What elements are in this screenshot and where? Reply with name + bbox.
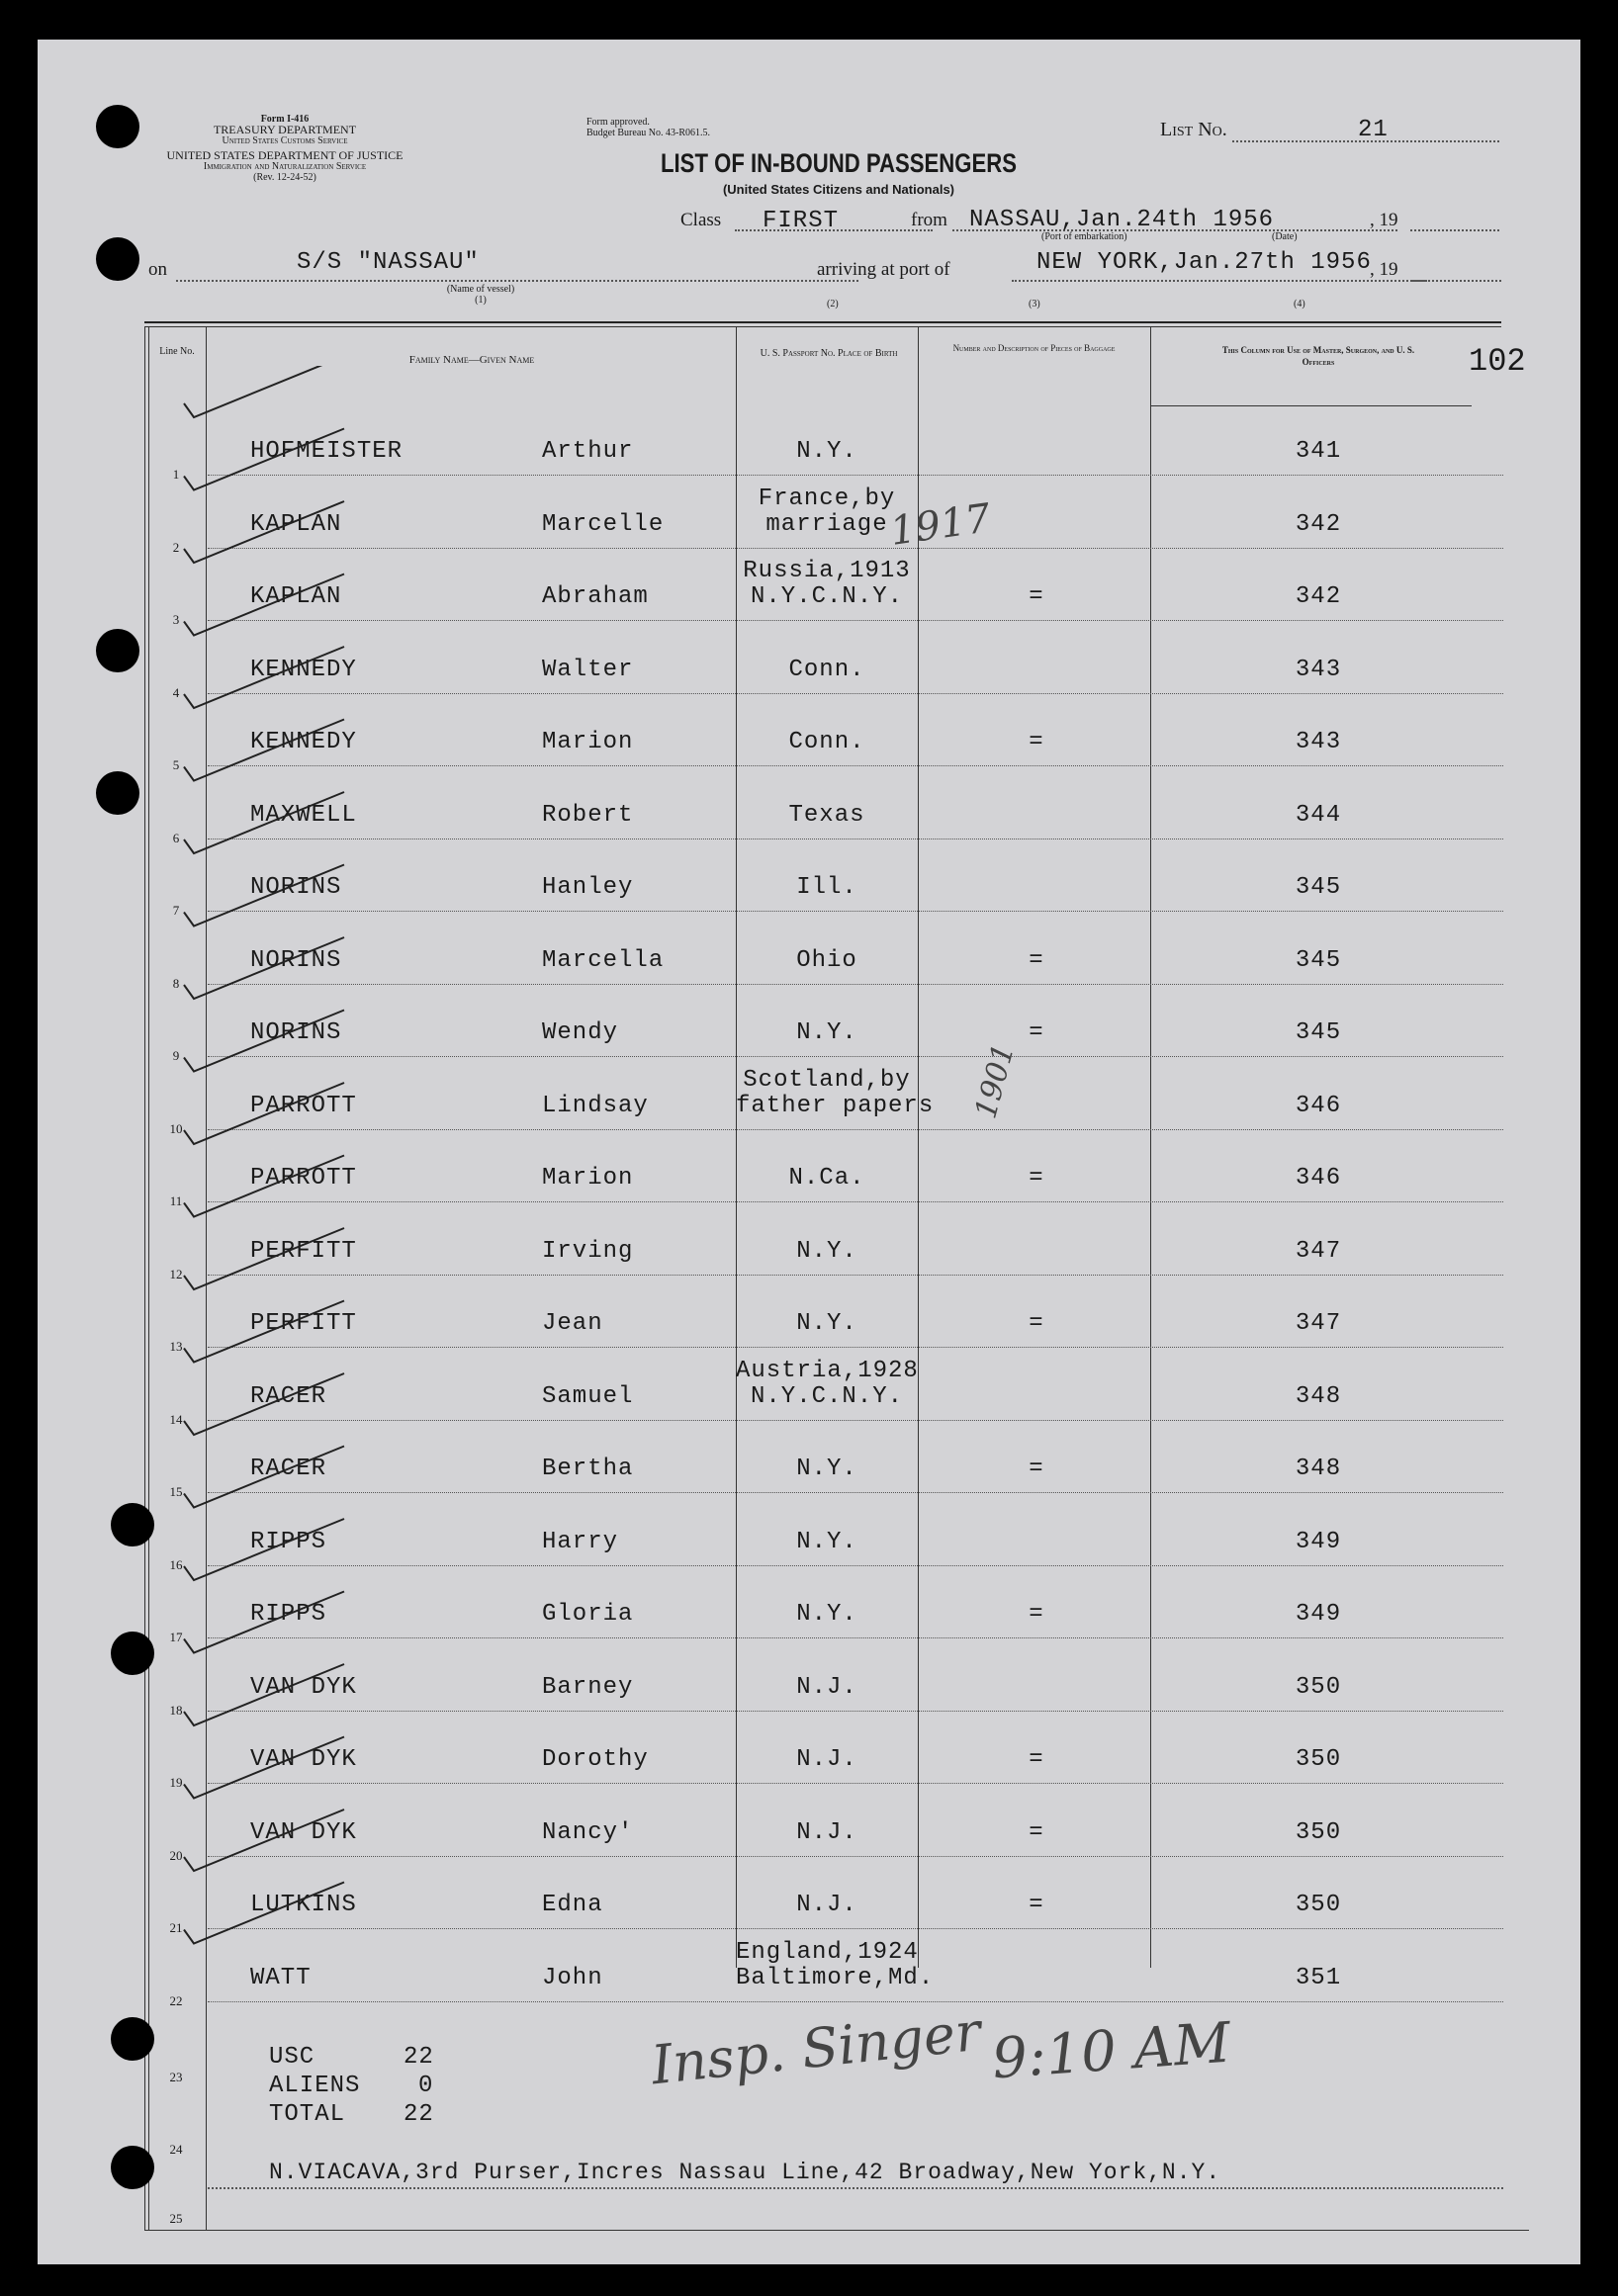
- total-value: 22: [404, 2101, 434, 2128]
- checkmark: [184, 574, 344, 636]
- given-name: Hanley: [542, 874, 634, 901]
- birth-place-line-2: N.Y.: [796, 1237, 857, 1265]
- given-name: Marcella: [542, 946, 665, 974]
- punch-hole: [111, 1632, 154, 1675]
- caption-4: (4): [1294, 299, 1305, 309]
- caption-2: (2): [827, 299, 839, 309]
- line-number: 17: [169, 1630, 183, 1644]
- punch-hole: [96, 237, 139, 281]
- handwritten-time: 9:10 AM: [990, 2010, 1233, 2092]
- given-name: Dorothy: [542, 1746, 649, 1773]
- line-number-25: 25: [169, 2211, 183, 2226]
- checkmark: [184, 1083, 344, 1144]
- family-name: NORINS: [250, 874, 342, 901]
- given-name: Irving: [542, 1237, 634, 1265]
- given-name: Robert: [542, 801, 634, 829]
- inspector-signature: Insp. Singer: [648, 1999, 984, 2097]
- officer-number: 345: [1295, 1019, 1342, 1046]
- officer-number: 350: [1295, 1892, 1342, 1918]
- birth-place-line-2: Ohio: [796, 946, 857, 974]
- punch-hole: [111, 2017, 154, 2061]
- line-number: 4: [172, 684, 180, 700]
- checkmark: [184, 366, 344, 417]
- aliens-value: 0: [418, 2073, 434, 2099]
- given-name: Harry: [542, 1528, 619, 1555]
- col-officers: This Column for Use of Master, Surgeon, and U. S. Officers: [1221, 345, 1415, 367]
- officer-number: 345: [1295, 946, 1342, 974]
- justice-dept: UNITED STATES DEPARTMENT OF JUSTICE: [166, 148, 404, 162]
- col-name: Family Name—Given Name: [408, 354, 535, 366]
- from-value: NASSAU,Jan.24th 1956: [969, 207, 1275, 233]
- officer-number: 350: [1295, 1673, 1342, 1701]
- given-name: Samuel: [542, 1382, 634, 1410]
- line-number: 3: [172, 612, 180, 627]
- on-label: on: [148, 259, 167, 280]
- family-name: KENNEDY: [250, 729, 357, 755]
- officer-number: 348: [1295, 1456, 1342, 1482]
- officer-number: 346: [1295, 1092, 1342, 1119]
- baggage-ditto: =: [1029, 1746, 1044, 1773]
- family-name: WATT: [250, 1964, 312, 1991]
- birth-place-line-1: Scotland,by: [743, 1066, 911, 1094]
- purser-line: N.VIACAVA,3rd Purser,Incres Nassau Line,42 Broadway,New York,N.Y.: [269, 2160, 1221, 2185]
- birth-place-line-1: Austria,1928: [736, 1357, 919, 1384]
- list-no-value: 21: [1358, 117, 1389, 143]
- revision-date: (Rev. 12-24-52): [253, 172, 316, 183]
- line-number: 21: [169, 1920, 183, 1935]
- officer-number: 343: [1295, 729, 1342, 755]
- ins-service: Immigration and Naturalization Service: [203, 161, 367, 172]
- baggage-ditto: =: [1029, 1818, 1044, 1846]
- family-name: RIPPS: [250, 1601, 327, 1628]
- line-number: 11: [169, 1193, 183, 1208]
- family-name: VAN DYK: [250, 1746, 357, 1773]
- checkmark: [184, 1592, 344, 1653]
- given-name: Lindsay: [542, 1092, 649, 1119]
- birth-place-line-2: marriage: [765, 510, 888, 538]
- family-name: KAPLAN: [250, 583, 342, 610]
- given-name: John: [542, 1964, 603, 1991]
- line-number: 14: [169, 1411, 183, 1427]
- given-name: Edna: [542, 1892, 603, 1918]
- birth-place-line-2: N.Ca.: [788, 1165, 865, 1192]
- given-name: Marion: [542, 1165, 634, 1192]
- page-subtitle: (United States Citizens and Nationals): [722, 182, 955, 197]
- punch-hole: [96, 629, 139, 672]
- budget-bureau-text: Budget Bureau No. 43-R061.5.: [586, 128, 710, 138]
- family-name: RACER: [250, 1456, 327, 1482]
- checkmark: [184, 1373, 344, 1435]
- checkmark: [184, 501, 344, 563]
- officer-number: 350: [1295, 1818, 1342, 1846]
- birth-place-line-2: N.Y.C.N.Y.: [750, 583, 904, 610]
- family-name: KAPLAN: [250, 510, 342, 538]
- birth-place-line-2: N.J.: [796, 1818, 857, 1846]
- family-name: NORINS: [250, 946, 342, 974]
- punch-hole: [96, 771, 139, 815]
- birth-place-line-2: N.Y.: [796, 1310, 857, 1337]
- given-name: Walter: [542, 656, 634, 683]
- birth-place-line-1: Russia,1913: [743, 558, 911, 584]
- birth-place-line-1: England,1924: [736, 1938, 919, 1966]
- caption-3: (3): [1029, 299, 1040, 309]
- line-number: 6: [172, 830, 180, 845]
- officer-number: 349: [1295, 1601, 1342, 1628]
- officer-number: 344: [1295, 801, 1342, 829]
- birth-place-line-2: father papers: [736, 1092, 935, 1119]
- handwritten-year-1917: 1917: [887, 495, 994, 555]
- form-header-left: [136, 114, 433, 183]
- family-name: RACER: [250, 1382, 327, 1410]
- officer-number: 342: [1295, 583, 1342, 610]
- aliens-label: ALIENS: [269, 2073, 361, 2099]
- form-number: Form I-416: [260, 114, 310, 125]
- total-label: TOTAL: [269, 2101, 346, 2128]
- checkmark: [184, 1228, 344, 1289]
- family-name: NORINS: [250, 1019, 342, 1046]
- family-name: PERFITT: [250, 1310, 357, 1337]
- officer-number: 347: [1295, 1310, 1342, 1337]
- family-name: KENNEDY: [250, 656, 357, 683]
- family-name: MAXWELL: [250, 801, 357, 829]
- baggage-ditto: =: [1029, 1310, 1044, 1337]
- checkmark: [184, 1737, 344, 1799]
- given-name: Nancy': [542, 1818, 634, 1846]
- family-name: PARROTT: [250, 1092, 357, 1119]
- birth-place-line-2: N.J.: [796, 1673, 857, 1701]
- given-name: Barney: [542, 1673, 634, 1701]
- birth-place-line-2: Conn.: [788, 656, 865, 683]
- vessel-caption: [431, 284, 530, 306]
- officer-number: 347: [1295, 1237, 1342, 1265]
- officer-number: 343: [1295, 656, 1342, 683]
- birth-place-line-2: N.Y.: [796, 1456, 857, 1482]
- line-number: 16: [169, 1556, 183, 1572]
- list-no-label: List No.: [1160, 119, 1227, 140]
- line-number: 19: [169, 1775, 183, 1790]
- birth-place-line-2: N.Y.: [796, 438, 857, 465]
- class-value: FIRST: [763, 208, 840, 234]
- checkmark: [184, 647, 344, 708]
- checkmark: [184, 1883, 344, 1944]
- checkmark: [184, 720, 344, 781]
- birth-place-line-2: N.Y.: [796, 1601, 857, 1628]
- document-page: [38, 40, 1580, 2264]
- birth-place-line-2: N.J.: [796, 1746, 857, 1773]
- birth-place-line-2: Texas: [788, 801, 865, 829]
- given-name: Marcelle: [542, 510, 665, 538]
- birth-place-line-2: Ill.: [796, 874, 857, 901]
- line-number: 2: [172, 539, 180, 555]
- col-line-no: Line No.: [159, 346, 195, 357]
- baggage-ditto: =: [1029, 946, 1044, 974]
- line-number: 18: [169, 1702, 183, 1718]
- checkmark: [184, 1156, 344, 1217]
- baggage-ditto: =: [1029, 1019, 1044, 1046]
- caption-1: (1): [475, 295, 487, 306]
- officer-number: 351: [1295, 1964, 1342, 1991]
- family-name: RIPPS: [250, 1528, 327, 1555]
- checkmarks-overlay: [176, 366, 394, 2037]
- line-number: 5: [172, 757, 180, 772]
- form-approved-text: Form approved.: [586, 117, 650, 128]
- line-number-24: 24: [169, 2142, 183, 2157]
- line-number: 1: [172, 467, 180, 482]
- line-number: 15: [169, 1484, 183, 1499]
- line-number: 8: [172, 975, 180, 991]
- checkmark: [184, 1519, 344, 1580]
- family-name: HOFMEISTER: [250, 438, 404, 465]
- birth-place-line-2: N.J.: [796, 1892, 857, 1918]
- given-name: Marion: [542, 729, 634, 755]
- usc-label: USC: [269, 2044, 315, 2071]
- line-number: 7: [172, 903, 180, 918]
- form-approval: [586, 117, 710, 138]
- family-name: PERFITT: [250, 1237, 357, 1265]
- birth-place-line-1: France,by: [758, 485, 896, 512]
- customs-service: United States Customs Service: [222, 135, 348, 146]
- birth-place-line-2: N.Y.: [796, 1528, 857, 1555]
- page-number: 102: [1469, 343, 1526, 380]
- line-number: 10: [169, 1120, 183, 1136]
- officer-number: 346: [1295, 1165, 1342, 1192]
- baggage-ditto: =: [1029, 729, 1044, 755]
- checkmark: [184, 1447, 344, 1508]
- given-name: Jean: [542, 1310, 603, 1337]
- given-name: Bertha: [542, 1456, 634, 1482]
- baggage-ditto: =: [1029, 1456, 1044, 1482]
- col-passport: U. S. Passport No. Place of Birth: [760, 348, 898, 359]
- checkmark: [184, 1011, 344, 1072]
- page-title: LIST OF IN-BOUND PASSENGERS: [660, 148, 1018, 178]
- handwritten-year-1901: 1901: [968, 1040, 1022, 1122]
- vessel-caption-text: (Name of vessel): [446, 284, 515, 295]
- family-name: LUTKINS: [250, 1892, 357, 1918]
- checkmark: [184, 429, 344, 490]
- punch-hole: [96, 105, 139, 148]
- checkmark: [184, 937, 344, 999]
- arriving-label: arriving at port of: [817, 259, 950, 280]
- line-number: 20: [169, 1847, 183, 1863]
- officer-number: 341: [1295, 438, 1342, 465]
- birth-place-line-2: N.Y.C.N.Y.: [750, 1382, 904, 1410]
- line-number: 22: [169, 1992, 183, 2008]
- given-name: Abraham: [542, 583, 649, 610]
- checkmark: [184, 1810, 344, 1871]
- given-name: Gloria: [542, 1601, 634, 1628]
- col-baggage: Number and Description of Pieces of Baggage: [952, 343, 1116, 353]
- given-name: Wendy: [542, 1019, 619, 1046]
- officer-number: 350: [1295, 1746, 1342, 1773]
- baggage-ditto: =: [1029, 1601, 1044, 1628]
- checkmark: [184, 1301, 344, 1363]
- checkmark: [184, 792, 344, 853]
- family-name: VAN DYK: [250, 1673, 357, 1701]
- officer-number: 348: [1295, 1382, 1342, 1410]
- line-number: 12: [169, 1266, 183, 1281]
- officer-number: 342: [1295, 510, 1342, 538]
- officer-number: 349: [1295, 1528, 1342, 1555]
- birth-place-line-2: Conn.: [788, 729, 865, 755]
- treasury-dept: TREASURY DEPARTMENT: [213, 123, 357, 136]
- family-name: VAN DYK: [250, 1818, 357, 1846]
- birth-place-line-2: Baltimore,Md.: [736, 1964, 935, 1991]
- given-name: Arthur: [542, 438, 634, 465]
- baggage-ditto: =: [1029, 583, 1044, 610]
- birth-place-line-2: N.Y.: [796, 1019, 857, 1046]
- class-label: Class: [680, 210, 722, 230]
- checkmark: [184, 865, 344, 927]
- port-embark-caption: (Port of embarkation): [1041, 231, 1127, 242]
- line-number-23: 23: [169, 2070, 183, 2084]
- punch-hole: [111, 2146, 154, 2189]
- punch-hole: [111, 1503, 154, 1546]
- year-suffix-2: , 19: [1370, 259, 1398, 280]
- checkmark: [184, 1664, 344, 1725]
- vessel-value: S/S "NASSAU": [297, 249, 480, 276]
- officer-number: 345: [1295, 874, 1342, 901]
- from-label: from: [911, 210, 947, 230]
- baggage-ditto: =: [1029, 1165, 1044, 1192]
- family-name: PARROTT: [250, 1165, 357, 1192]
- line-number: 9: [172, 1048, 180, 1063]
- date-caption: (Date): [1272, 231, 1298, 242]
- arrival-value: NEW YORK,Jan.27th 1956: [1036, 249, 1372, 276]
- usc-value: 22: [404, 2044, 434, 2071]
- year-suffix-1: , 19: [1370, 210, 1398, 230]
- line-number: 13: [169, 1339, 183, 1354]
- baggage-ditto: =: [1029, 1892, 1044, 1918]
